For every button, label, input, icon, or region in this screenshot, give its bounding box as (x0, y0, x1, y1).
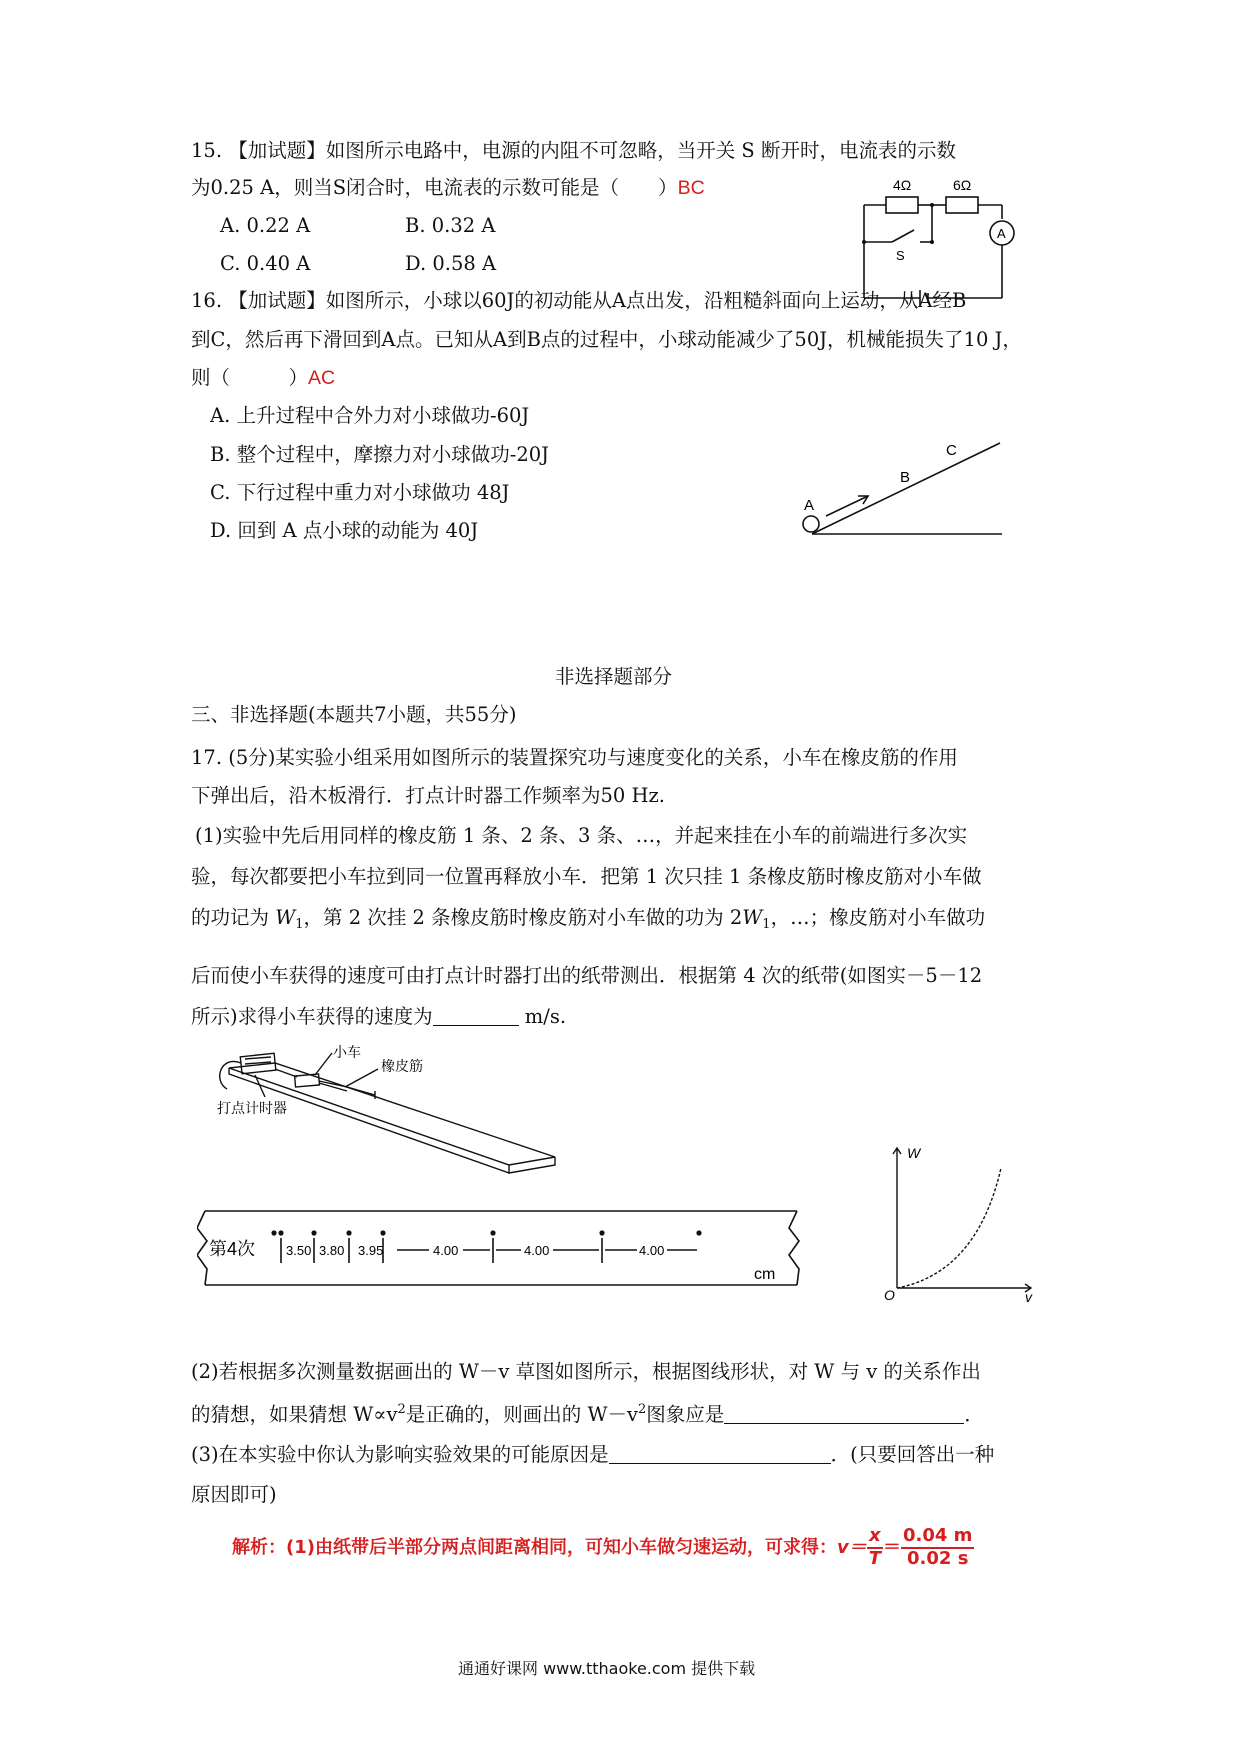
q15-answer: BC (677, 177, 705, 199)
q16-answer: AC (308, 367, 336, 389)
tape-distance-5: 4.00 (524, 1243, 550, 1258)
q17-p3-text-b: ．(只要回答出一种 (830, 1443, 995, 1466)
answer-blank-2[interactable] (724, 1405, 964, 1424)
w-symbol: W (275, 906, 296, 929)
car-label: 小车 (333, 1045, 361, 1060)
answer-blank-3[interactable] (609, 1445, 831, 1464)
ammeter-label: A (997, 226, 1006, 241)
point-b-label: B (900, 469, 911, 486)
tape-distance-1: 3.50 (286, 1243, 312, 1258)
section-heading: 非选择题部分 (555, 665, 673, 688)
point-a-label: A (804, 497, 815, 514)
q17-p1-text-d: 所示)求得小车获得的速度为 (191, 1005, 433, 1028)
q15-option-b: B. 0.32 A (405, 214, 496, 237)
q15-stem: 为0.25 A，则当S闭合时，电流表的示数可能是（ ） (191, 176, 678, 199)
resistor-6-ohm-label: 6Ω (953, 177, 972, 193)
w-symbol: W (742, 906, 763, 929)
square-superscript: 2 (638, 1402, 647, 1417)
switch-label: S (896, 248, 905, 263)
answer-blank-1[interactable] (433, 1007, 519, 1026)
q17-line-1: 17. (5分)某实验小组采用如图所示的装置探究功与速度变化的关系，小车在橡皮筋的作用 (191, 746, 958, 769)
timer-label: 打点计时器 (217, 1100, 287, 1116)
point-c-label: C (946, 442, 957, 459)
q15-option-d: D. 0.58 A (405, 252, 497, 275)
q17-p1-text-b: ，第 2 次挂 2 条橡皮筋时橡皮筋对小车做的功为 2 (303, 906, 743, 929)
q16-option-c: C. 下行过程中重力对小球做功 48J (210, 481, 510, 504)
q17-p2-text-a: 的猜想，如果猜想 W∝v (191, 1403, 398, 1426)
ball-icon (803, 516, 819, 532)
formula-lhs: v＝ (836, 1537, 867, 1558)
q17-p2-text-d: ． (964, 1403, 984, 1426)
apparatus-diagram (215, 1045, 570, 1190)
q17-p2-line-1: (2)若根据多次测量数据画出的 W－v 草图如图所示，根据图线形状，对 W 与 v 的关系作出 (191, 1360, 981, 1383)
q17-p2-line-2 (191, 1403, 984, 1425)
q16-line-3 (191, 368, 335, 389)
q17-p3-line-1 (191, 1445, 994, 1465)
tape-unit: cm (754, 1266, 776, 1283)
q16-option-d: D. 回到 A 点小球的动能为 40J (210, 519, 479, 542)
rubber-band-label: 橡皮筋 (381, 1058, 423, 1074)
q17-p2-text-b: 是正确的，则画出的 W－v (405, 1403, 639, 1426)
q17-line-2: 下弹出后，沿木板滑行．打点计时器工作频率为50 Hz. (191, 784, 665, 807)
q17-p1-line-1: (1)实验中先后用同样的橡皮筋 1 条、2 条、3 条、…，并起来挂在小车的前端进行多次实 (195, 824, 968, 847)
w-subscript: 1 (295, 917, 304, 932)
car-icon (295, 1074, 320, 1087)
fraction-distance-over-time: $\frac{0.04 m}{0.02 s}$ (903, 1525, 973, 1569)
tape-distance-6: 4.00 (639, 1243, 665, 1258)
tape-label: 第4次 (209, 1239, 256, 1259)
incline-diagram (788, 430, 1008, 545)
analysis-text: 解析：(1)由纸带后半部分两点间距离相同，可知小车做匀速运动，可求得： (232, 1537, 837, 1558)
arrow-icon (826, 496, 868, 516)
q16-line-1: 16. 【加试题】如图所示，小球以60J的初动能从A点出发，沿粗糙斜面向上运动，从A经B (191, 289, 967, 312)
square-superscript: 2 (397, 1402, 406, 1417)
q15-option-c: C. 0.40 A (220, 252, 311, 275)
incline-slope (812, 443, 1000, 534)
q17-p3-line-2: 原因即可) (191, 1483, 277, 1506)
analysis-line (232, 1525, 974, 1571)
q16-option-b: B. 整个过程中，摩擦力对小球做功-20J (210, 443, 549, 466)
q17-p1-line-5 (191, 1007, 566, 1027)
tape-distance-2: 3.80 (319, 1243, 345, 1258)
graph-origin-label: O (884, 1287, 895, 1303)
resistor-6-ohm (946, 197, 978, 213)
tape-distance-3: 3.95 (358, 1243, 384, 1258)
q15-option-a: A. 0.22 A (220, 214, 311, 237)
q17-p1-text-e: m/s. (518, 1005, 567, 1028)
q15-line-2 (191, 178, 705, 199)
q17-p1-line-4: 后而使小车获得的速度可由打点计时器打出的纸带测出．根据第 4 次的纸带(如图实－5－12 (191, 964, 983, 987)
graph-y-label: W (907, 1145, 921, 1161)
q17-p1-line-3 (191, 908, 985, 931)
tape-distance-4: 4.00 (433, 1243, 459, 1258)
q16-option-a: A. 上升过程中合外力对小球做功-60J (210, 404, 530, 427)
resistor-4-ohm (886, 197, 918, 213)
switch-icon (892, 230, 914, 242)
q17-p1-text-c: ，…；橡皮筋对小车做功 (770, 906, 986, 929)
q17-p3-text-a: (3)在本实验中你认为影响实验效果的可能原因是 (191, 1443, 609, 1466)
q15-line-1: 15. 【加试题】如图所示电路中，电源的内阻不可忽略，当开关 S 断开时，电流表的示数 (191, 139, 956, 162)
w-v-graph (875, 1138, 1040, 1303)
page-footer: 通通好课网 www.tthaoke.com 提供下载 (458, 1659, 756, 1678)
q17-p1-line-2: 验，每次都要把小车拉到同一位置再释放小车．把第 1 次只挂 1 条橡皮筋时橡皮筋对小车做 (191, 865, 982, 888)
q17-p1-text-a: 的功记为 (191, 906, 276, 929)
paper-tape-diagram (197, 1203, 807, 1293)
fraction-x-over-t: $\frac{x}{T}$ (868, 1525, 881, 1569)
q16-line-2: 到C，然后再下滑回到A点。已知从A到B点的过程中，小球动能减少了50J，机械能损失了10 J， (191, 328, 1022, 351)
formula-equals: ＝ (883, 1537, 901, 1558)
q16-stem: 则（ ） (191, 366, 309, 389)
w-v-curve (897, 1168, 1001, 1288)
q17-p2-text-c: 图象应是 (646, 1403, 725, 1426)
w-subscript: 1 (762, 917, 771, 932)
section-part: 三、非选择题(本题共7小题，共55分) (191, 703, 517, 726)
resistor-4-ohm-label: 4Ω (893, 177, 912, 193)
circuit-diagram (850, 172, 1040, 307)
graph-x-label: v (1025, 1289, 1032, 1303)
